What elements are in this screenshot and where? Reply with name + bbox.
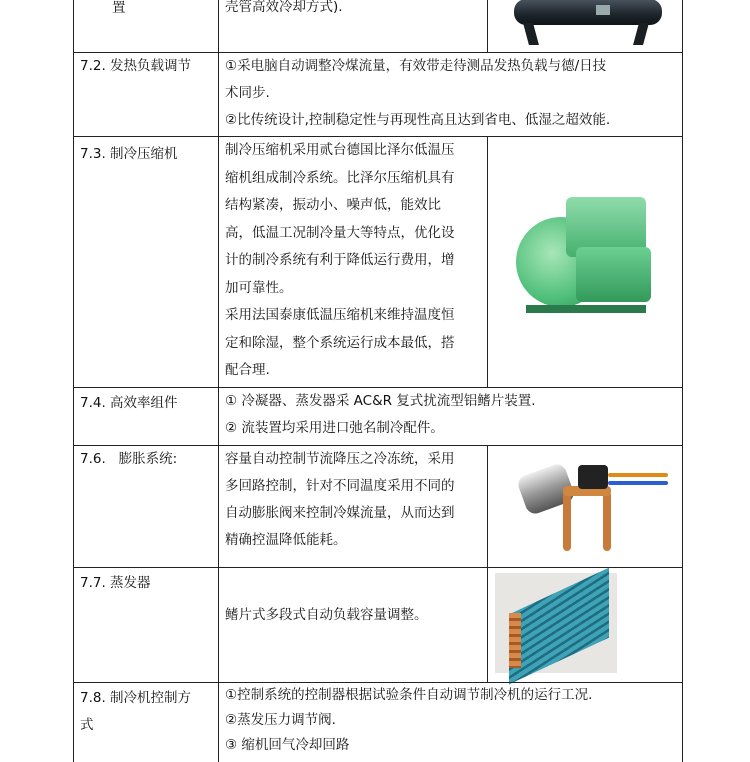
row-content <box>219 568 487 682</box>
row-content <box>219 446 487 567</box>
table-row-control <box>73 682 683 762</box>
content-line: ①采电脑自动调整冷煤流量，有效带走待测品发热负载与德/日技 <box>225 58 607 74</box>
content-line: 加可靠性。 <box>225 279 293 296</box>
row-content <box>219 683 684 762</box>
finned-evaporator-image <box>495 573 617 673</box>
table-row-compressor <box>73 136 683 387</box>
row-label: 7.6. 膨胀系统: <box>74 446 219 567</box>
content-line: 自动膨胀阀来控制冷媒流量，从而达到 <box>225 505 455 521</box>
row-label <box>74 0 219 52</box>
row-content <box>219 388 684 445</box>
row-label: 7.2. 发热负载调节 <box>74 53 219 136</box>
image-cell <box>487 0 684 52</box>
row-content <box>219 53 684 136</box>
row-content <box>219 0 487 52</box>
content-line: 定和除湿，整个系统运行成本最低，搭 <box>225 334 455 351</box>
table-row-evaporator <box>73 567 683 682</box>
image-cell <box>487 446 684 567</box>
content-line: 壳管高效冷却方式). <box>225 0 343 15</box>
content-line: 配合理. <box>225 362 270 378</box>
row-label: 7.7. 蒸发器 <box>74 568 219 682</box>
content-line: 鳍片式多段式自动负载容量调整。 <box>225 607 428 623</box>
row-label: 7.3. 制冷压缩机 <box>74 137 219 387</box>
content-line: 制冷压缩机采用贰台德国比泽尔低温压 <box>225 142 455 158</box>
table-row-heat-load <box>73 52 683 136</box>
row-label <box>74 683 219 762</box>
content-line: 精确控温降低能耗。 <box>225 532 347 548</box>
content-line: 结构紧凑，振动小、噪声低，能效比 <box>225 197 441 213</box>
row-content <box>219 137 487 387</box>
content-line: 计的制冷系统有利于降低运行费用，增 <box>225 252 455 268</box>
content-line: ①控制系统的控制器根据试验条件自动调节制冷机的运行工况. <box>225 687 593 703</box>
image-cell <box>487 137 684 387</box>
content-line: ① 冷凝器、蒸发器采 AC&R 复式扰流型铝鳍片装置. <box>225 393 536 409</box>
content-line: ③ 缩机回气冷却回路 <box>225 737 350 753</box>
table-row-condenser <box>73 0 683 52</box>
content-line: 高，低温工况制冷量大等特点，优化设 <box>225 224 455 241</box>
content-line: ②比传统设计,控制稳定性与再现性高且达到省电、低湿之超效能. <box>225 112 611 128</box>
content-line: 采用法国泰康低温压缩机来维持温度恒 <box>225 307 455 323</box>
content-line: 容量自动控制节流降压之冷冻统，采用 <box>225 451 455 467</box>
content-line: ②蒸发压力调节阀. <box>225 712 336 728</box>
row-label: 7.4. 高效率组件 <box>74 388 219 445</box>
content-line: 缩机组成制冷系统。比泽尔压缩机具有 <box>225 169 455 186</box>
shell-tube-condenser-image <box>506 0 666 47</box>
label-line: 式 <box>80 717 94 733</box>
table-row-expansion <box>73 445 683 567</box>
label-line: 7.8. 制冷机控制方 <box>80 690 192 706</box>
label-line: 置 <box>112 0 126 16</box>
expansion-valve-image <box>503 451 673 561</box>
content-line: 术同步. <box>225 85 270 101</box>
content-line: 多回路控制，针对不同温度采用不同的 <box>225 478 455 494</box>
table-row-components <box>73 387 683 445</box>
image-cell <box>487 568 684 682</box>
content-line: ② 流装置均采用进口弛名制冷配件。 <box>225 420 444 436</box>
bitzer-compressor-image <box>506 187 656 317</box>
